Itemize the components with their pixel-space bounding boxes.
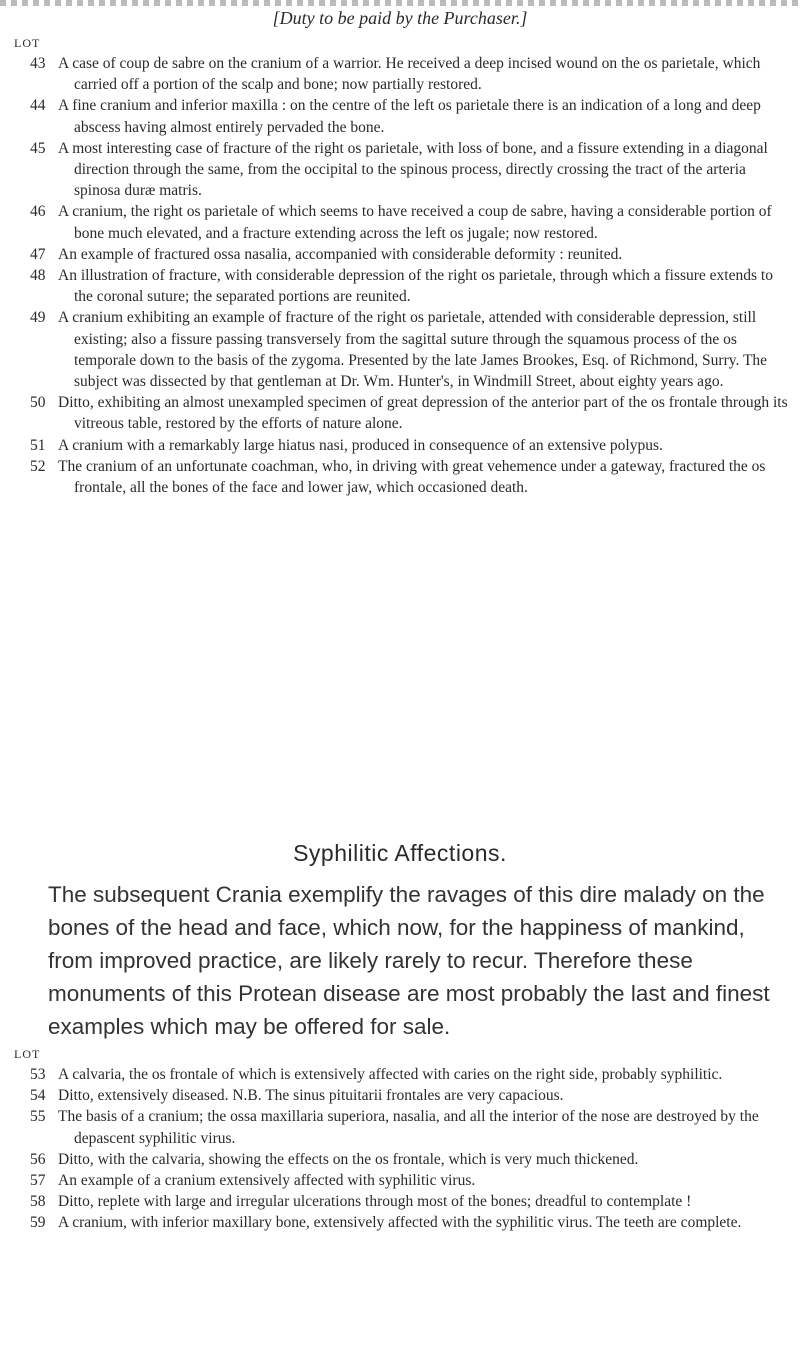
lot-entry xyxy=(0,456,800,498)
lot-entry xyxy=(0,1212,800,1233)
lot-description: A fine cranium and inferior maxilla : on the centre of the left os parietale there is an indication of a long and deep abscess having almost entirely pervaded the bone. xyxy=(58,97,761,136)
section-intro xyxy=(48,878,793,1043)
lot-number: 56 xyxy=(30,1150,46,1168)
lot-entry xyxy=(0,1170,800,1191)
lot-number: 51 xyxy=(30,436,46,454)
section-title: Syphilitic Affections. xyxy=(293,840,507,866)
lot-entry xyxy=(0,1106,800,1148)
lot-entry xyxy=(0,138,800,202)
lot-description: A calvaria, the os frontale of which is extensively affected with caries on the right side, probably syphilitic. xyxy=(58,1066,723,1083)
lot-number: 52 xyxy=(30,457,46,475)
lot-description: A cranium exhibiting an example of fracture of the right os parietale, attended with considerable depression, still existing; also a fissure passing transversely from the sagittal suture through the squamous process of the os temporale down to the basis of the zygoma. Presented by the late James Brookes, Esq. of Richmond, Surry. The subject was dissected by that gentleman at Dr. Wm. Hunter's, in Windmill Street, about eighty years ago. xyxy=(58,309,768,391)
lot-description: An example of a cranium extensively affected with syphilitic virus. xyxy=(58,1172,476,1190)
lot-entry xyxy=(0,201,800,243)
lot-number: 47 xyxy=(30,245,46,263)
lot-description: Ditto, with the calvaria, showing the effects on the os frontale, which is very much thickened. xyxy=(58,1150,639,1168)
lot-description: Ditto, exhibiting an almost unexampled specimen of great depression of the anterior part of the os frontale through its vitreous table, restored by the efforts of nature alone. xyxy=(58,394,788,433)
lot-list-part2 xyxy=(0,1064,800,1234)
lot-column-label: LOT xyxy=(14,36,41,50)
lot-description: A cranium with a remarkably large hiatus nasi, produced in consequence of an extensive polypus. xyxy=(58,436,663,454)
lot-description: A most interesting case of fracture of the right os parietale, with loss of bone, and a fissure extending in a diagonal direction through the same, from the occipital to the spinous process, directly crossing the tract of the arteria spinosa duræ matris. xyxy=(58,139,768,200)
lot-description: Ditto, replete with large and irregular ulcerations through most of the bones; dreadful to contemplate ! xyxy=(58,1193,692,1211)
lot-entry xyxy=(0,1064,800,1085)
lot-entry xyxy=(0,265,800,307)
lot-number: 59 xyxy=(30,1214,46,1232)
lot-number: 44 xyxy=(30,97,46,115)
lot-number: 45 xyxy=(30,139,46,157)
lot-entry xyxy=(0,307,800,392)
lot-entry xyxy=(0,53,800,95)
lot-number: 43 xyxy=(30,55,46,72)
lot-number: 46 xyxy=(30,203,46,221)
section-intro-text: The subsequent Crania exemplify the ravages of this dire malady on the bones of the head and face, which now, for the happiness of mankind, from improved practice, are likely rarely to recur. Therefore these monuments of this Protean disease are most probably the last and finest examples which may be offered for sale. xyxy=(48,882,770,1039)
lot-description: A cranium, with inferior maxillary bone, extensively affected with the syphilitic virus. The teeth are complete. xyxy=(58,1214,742,1232)
lot-entry xyxy=(0,1149,800,1170)
lot-column-label: LOT xyxy=(14,1047,41,1061)
lot-list-part1 xyxy=(0,53,800,498)
lot-description: The basis of a cranium; the ossa maxillaria superiora, nasalia, and all the interior of the nose are destroyed by the depascent syphilitic virus. xyxy=(58,1108,759,1147)
lot-number: 50 xyxy=(30,394,46,412)
lot-description: Ditto, extensively diseased. N.B. The sinus pituitarii frontales are very capacious. xyxy=(58,1087,564,1105)
lot-number: 57 xyxy=(30,1172,46,1190)
lot-entry xyxy=(0,244,800,265)
lot-number: 49 xyxy=(30,309,46,327)
lot-entry xyxy=(0,1085,800,1106)
lot-entry xyxy=(0,1191,800,1212)
lot-entry xyxy=(0,95,800,137)
lot-number: 54 xyxy=(30,1087,46,1105)
lot-number: 55 xyxy=(30,1108,46,1126)
lot-number: 48 xyxy=(30,267,46,285)
cropped-header-strip xyxy=(0,0,800,6)
lot-description: The cranium of an unfortunate coachman, who, in driving with great vehemence under a gateway, fractured the os frontale, all the bones of the face and lower jaw, which occasioned death. xyxy=(58,457,766,497)
lot-number: 53 xyxy=(30,1066,46,1083)
duty-note: [Duty to be paid by the Purchaser.] xyxy=(272,8,528,28)
lot-description: An illustration of fracture, with considerable depression of the right os parietale, through which a fissure extends to the coronal suture; the separated portions are reunited. xyxy=(58,267,773,306)
lot-description: A cranium, the right os parietale of which seems to have received a coup de sabre, having a considerable portion of bone much elevated, and a fracture extending across the left os jugale; now restored. xyxy=(58,203,772,242)
lot-entry xyxy=(0,435,800,456)
lot-description: An example of fractured ossa nasalia, accompanied with considerable deformity : reunited. xyxy=(58,245,623,263)
lot-description: A case of coup de sabre on the cranium of a warrior. He received a deep incised wound on the os parietale, which carried off a portion of the scalp and bone; now partially restored. xyxy=(58,55,761,94)
lot-number: 58 xyxy=(30,1193,46,1211)
lot-entry xyxy=(0,392,800,434)
